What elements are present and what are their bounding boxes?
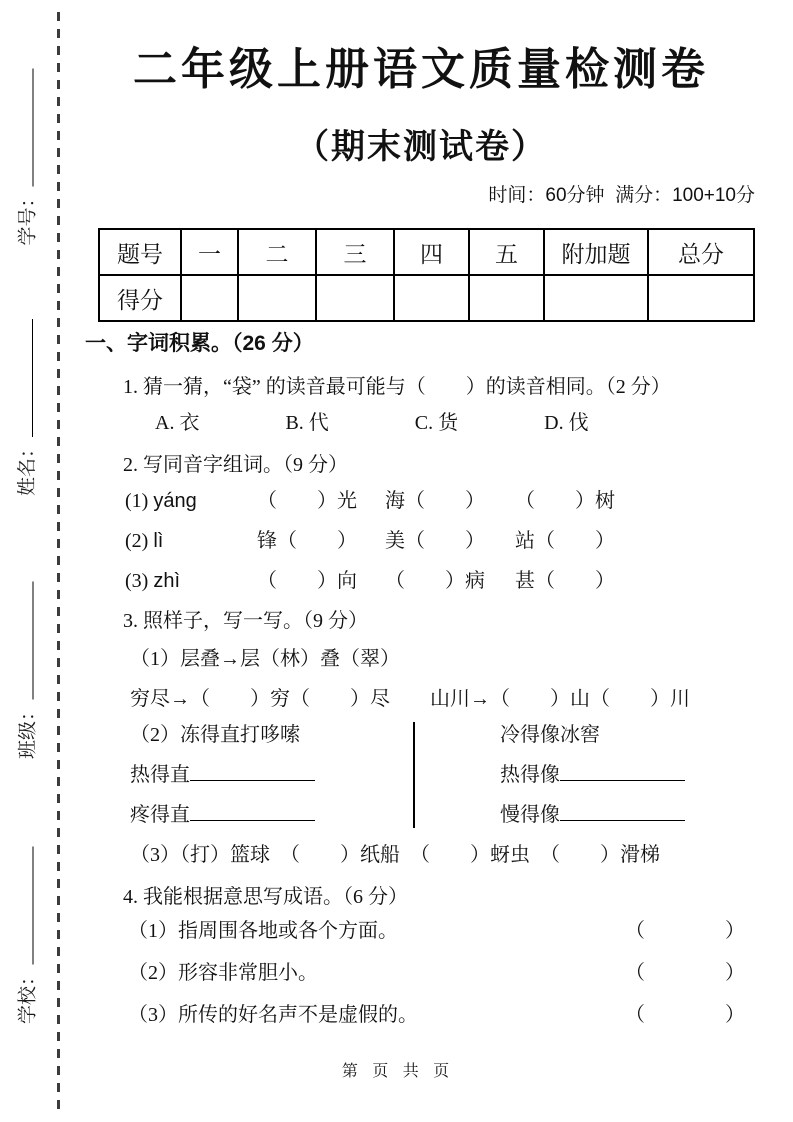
school-label: 学校：: [17, 967, 39, 1025]
score-value-cell: [469, 275, 544, 321]
header-cell-total: 总分: [648, 229, 754, 275]
fill-blank: [560, 800, 685, 821]
q2-row1-pinyin: [125, 486, 257, 516]
score-value-cell: [394, 275, 469, 321]
fill-blank: [190, 760, 315, 781]
question-3: 3. 照样子，写一写。（9 分）: [123, 610, 368, 632]
score-value-cell: [544, 275, 648, 321]
side-label-class: [14, 566, 43, 776]
header-cell-question-no: 题号: [99, 229, 181, 275]
score-table: [98, 228, 755, 322]
q4-item-2: [128, 958, 757, 988]
answer-slot: （ ）: [625, 1004, 745, 1026]
score-value-cell: [648, 275, 754, 321]
score-table-header-row: [99, 229, 754, 275]
student-id-blank: [14, 68, 34, 186]
page-title: 二年级上册语文质量检测卷: [133, 45, 709, 94]
student-id-label: 学号：: [17, 188, 39, 246]
q2-row2-cell1: 锋（ ）: [257, 530, 357, 552]
q4-item-3: [128, 1000, 757, 1030]
score-table-score-row: [99, 275, 754, 321]
option-a: A. 衣: [155, 412, 200, 434]
q3-sub3: （3）（打）篮球 （ ）纸船 （ ）蚜虫 （ ）滑梯: [130, 844, 660, 866]
side-label-student-id: [14, 76, 43, 246]
option-d: D. 伐: [544, 412, 589, 434]
q2-row1-cell1: （ ）光: [257, 490, 357, 512]
q3-pair3-right-text: 慢得像: [500, 804, 560, 826]
q2-row3-cell3: 甚（ ）: [515, 570, 615, 592]
page-subtitle: （期末测试卷）: [295, 128, 547, 166]
header-cell-bonus: 附加题: [544, 229, 648, 275]
page-footer: 第 页 共 页: [341, 1063, 452, 1080]
fill-blank: [190, 800, 315, 821]
answer-slot: （ ）: [625, 920, 745, 942]
question-4: 4. 我能根据意思写成语。（6 分）: [123, 886, 408, 908]
q2-row1-cell2: 海（ ）: [385, 490, 485, 512]
name-blank: [13, 319, 33, 437]
header-cell-4: 四: [394, 229, 469, 275]
q2-row3-num: (3): [125, 570, 154, 592]
q2-row1-num: (1): [125, 490, 154, 512]
q3-pair1-right: 冷得像冰窖: [500, 724, 600, 746]
q2-row2-cell3: 站（ ）: [515, 530, 615, 552]
q4-item-1: [128, 916, 757, 946]
header-cell-3: 三: [316, 229, 394, 275]
q2-row2-num: (2): [125, 530, 154, 552]
header-cell-1: 一: [181, 229, 238, 275]
exam-meta: 时间：60分钟 满分：100+10分: [488, 185, 755, 206]
q2-row3-cell1: （ ）向: [257, 570, 357, 592]
q3-pair2-left-text: 热得直: [130, 764, 190, 786]
q3-pair2-right-text: 热得像: [500, 764, 560, 786]
score-value-cell: [316, 275, 394, 321]
main-content: [85, 0, 757, 1030]
answer-slot: （ ）: [625, 962, 745, 984]
side-label-school: [14, 846, 43, 1026]
q2-answer-grid: [125, 486, 757, 596]
header-cell-2: 二: [238, 229, 316, 275]
q4-items: [85, 916, 757, 1030]
q2-row2-pinyin-text: lì: [153, 530, 164, 552]
q2-row3-pinyin: [125, 566, 257, 596]
score-value-cell: [181, 275, 238, 321]
q3-pair1-left: （2）冻得直打哆嗦: [130, 724, 300, 746]
q3-example: （1）层叠→层（林）叠（翠）: [130, 648, 400, 670]
question-1: 1. 猜一猜，“袋” 的读音最可能与（ ）的读音相同。（2 分）: [123, 376, 671, 398]
option-b: B. 代: [285, 412, 329, 434]
class-blank: [14, 582, 34, 700]
section1-heading: 一、字词积累。（26 分）: [85, 332, 314, 355]
q4-item-3-text: （3）所传的好名声不是虚假的。: [128, 1004, 418, 1026]
q3-pair3-left: [130, 800, 500, 830]
side-label-name: [13, 295, 42, 520]
question-2: 2. 写同音字组词。（9 分）: [123, 454, 348, 476]
column-divider-line: [413, 722, 415, 828]
q3-pair3-left-text: 疼得直: [130, 804, 190, 826]
q4-item-1-text: （1）指周围各地或各个方面。: [128, 920, 398, 942]
option-c: C. 货: [414, 412, 459, 434]
q2-row2-cell2: 美（ ）: [385, 530, 485, 552]
header-cell-5: 五: [469, 229, 544, 275]
q2-row1-pinyin-text: yáng: [153, 490, 197, 512]
q3-comparison-block: [130, 720, 757, 830]
q2-row3-cell2: （ ）病: [385, 570, 485, 592]
score-value-cell: [238, 275, 316, 321]
score-row-label: 得分: [99, 275, 181, 321]
name-label: 姓名：: [17, 439, 38, 497]
q3-analogy-row: 穷尽→（ ）穷（ ）尽 山川→（ ）山（ ）川: [130, 688, 690, 710]
class-label: 班级：: [17, 702, 39, 760]
q3-pair3-right: [500, 800, 757, 830]
fill-blank: [560, 760, 685, 781]
seal-dashed-line: [57, 12, 60, 1112]
school-blank: [14, 847, 34, 965]
q3-pair2-left: [130, 760, 500, 790]
q4-item-2-text: （2）形容非常胆小。: [128, 962, 318, 984]
q3-pair2-right: [500, 760, 757, 790]
q1-options: [155, 408, 757, 438]
q2-row3-pinyin-text: zhì: [153, 570, 181, 592]
q2-row1-cell3: （ ）树: [515, 490, 615, 512]
q2-row2-pinyin: [125, 526, 257, 556]
